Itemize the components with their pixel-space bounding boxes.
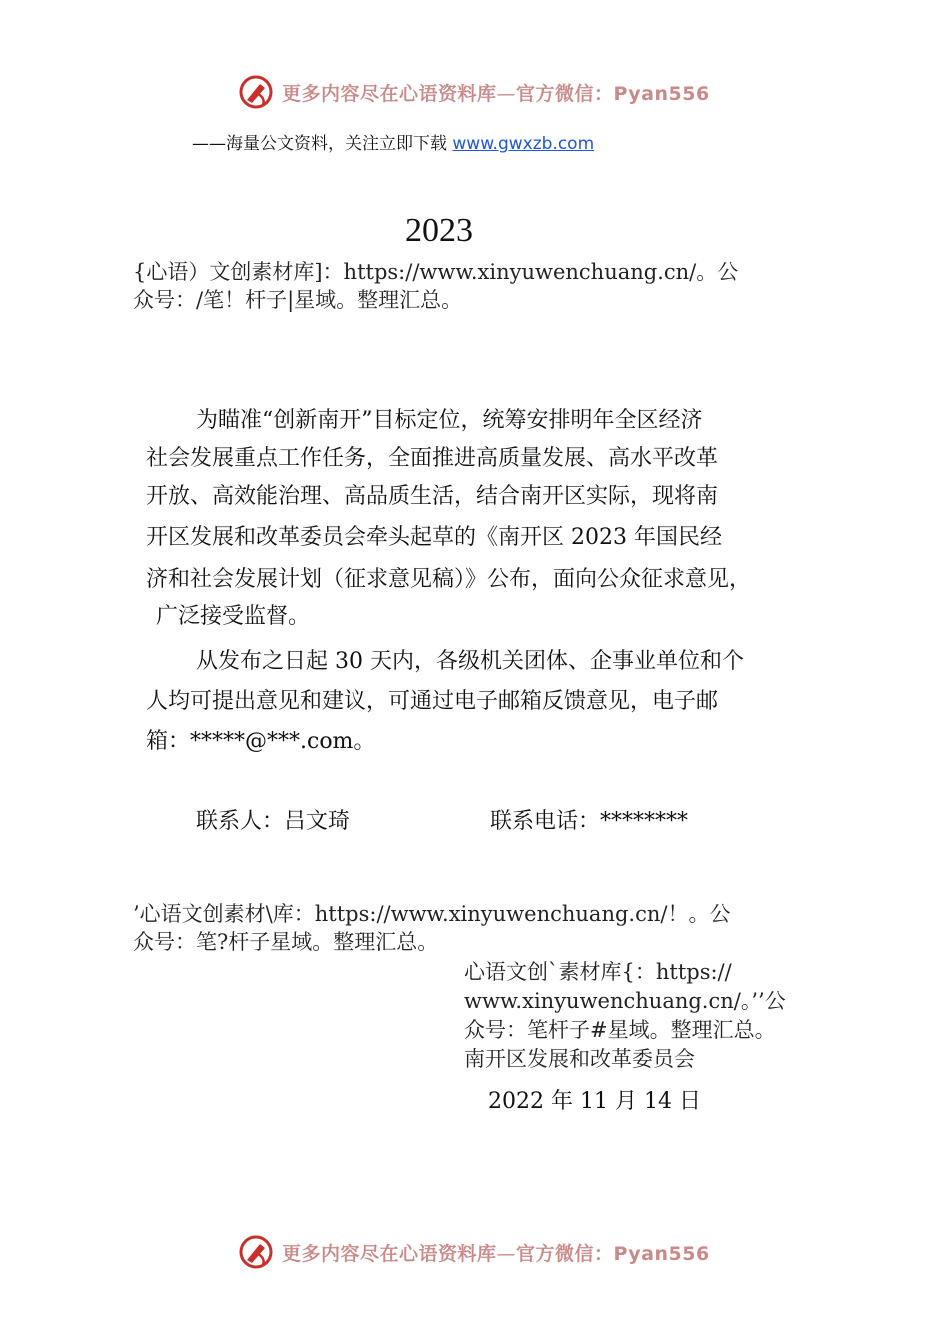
source3-line: 心语文创`素材库{：https:// bbox=[464, 960, 732, 984]
paragraph-1-line: 广泛接受监督。 bbox=[156, 604, 311, 629]
source3-line: www.xinyuwenchuang.cn/。’’公 bbox=[464, 989, 786, 1013]
download-link[interactable]: www.gwxzb.com bbox=[452, 134, 595, 154]
header-watermark bbox=[238, 72, 710, 112]
signature-block bbox=[464, 958, 786, 1074]
paragraph-1-line: 开放、高效能治理、高品质生活，结合南开区实际，现将南 bbox=[146, 484, 719, 509]
contact-person: 联系人：吕文琦 bbox=[196, 809, 351, 834]
paragraph-2-line: 箱：*****@***.com。 bbox=[146, 729, 376, 754]
paragraph-2-line: 人均可提出意见和建议，可通过电子邮箱反馈意见，电子邮 bbox=[146, 689, 719, 714]
library-logo-icon bbox=[238, 74, 274, 110]
source2-line-2: 众号：笔?杆子星域。整理汇总。 bbox=[133, 930, 439, 954]
subheader bbox=[192, 129, 594, 154]
watermark-text: 更多内容尽在心语资料库—官方微信：Pyan556 bbox=[282, 1242, 710, 1265]
paragraph-1-line: 开区发展和改革委员会牵头起草的《南开区 2023 年国民经 bbox=[146, 525, 722, 550]
footer-watermark bbox=[238, 1232, 710, 1272]
source2-line-1: ’心语文创素材\库：https://www.xinyuwenchuang.cn/！。公 bbox=[133, 902, 731, 926]
paragraph-1-line: 为瞄准“创新南开”目标定位，统筹安排明年全区经济 bbox=[196, 408, 703, 433]
paragraph-1-line: 济和社会发展计划（征求意见稿）》公布，面向公众征求意见， bbox=[146, 567, 752, 592]
issue-date: 2022 年 11 月 14 日 bbox=[488, 1089, 701, 1114]
paragraph-2-line: 从发布之日起 30 天内，各级机关团体、企事业单位和个 bbox=[196, 649, 744, 674]
contact-phone: 联系电话：******** bbox=[490, 809, 689, 834]
subheader-text: ——海量公文资料，关注立即下载 bbox=[192, 134, 453, 154]
source3-line: 众号：笔杆子#星域。整理汇总。 bbox=[464, 1018, 776, 1042]
source-line-1: {心语）文创素材库]：https://www.xinyuwenchuang.cn/。公 bbox=[133, 260, 739, 284]
watermark-text: 更多内容尽在心语资料库—官方微信：Pyan556 bbox=[282, 82, 710, 105]
document-title: 2023 bbox=[405, 212, 473, 249]
issuing-organization: 南开区发展和改革委员会 bbox=[464, 1047, 695, 1071]
paragraph-1-line: 社会发展重点工作任务，全面推进高质量发展、高水平改革 bbox=[146, 446, 719, 471]
source-line-2: 众号：/笔！杆子|星域。整理汇总。 bbox=[133, 288, 463, 312]
library-logo-icon bbox=[238, 1234, 274, 1270]
